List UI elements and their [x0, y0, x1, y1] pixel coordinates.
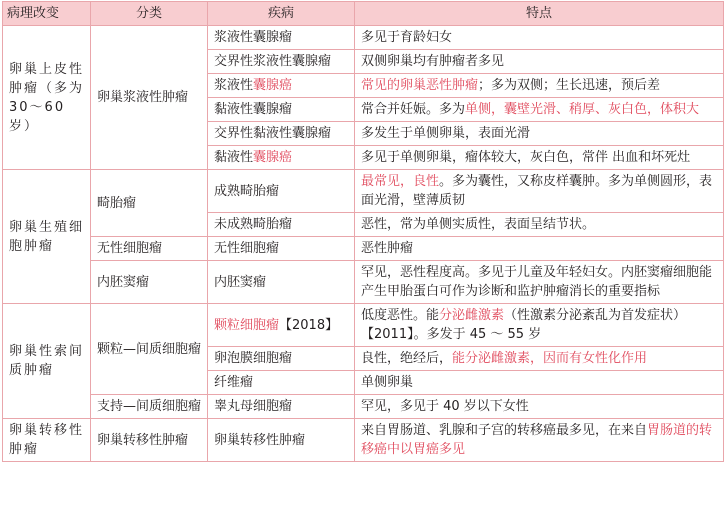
group-germ-cell: 卵巢生殖细胞肿瘤	[3, 170, 91, 304]
category-granulosa-stromal: 颗粒—间质细胞瘤	[91, 304, 208, 395]
features-text: 常合并妊娠。多为	[361, 102, 466, 117]
features-cell: 罕见，多见于 40 岁以下女性	[355, 395, 724, 419]
disease-cell: 交界性浆液性囊腺瘤	[208, 50, 355, 74]
header-row	[3, 2, 724, 26]
disease-cell: 睾丸母细胞瘤	[208, 395, 355, 419]
features-cell: 恶性肿瘤	[355, 237, 724, 261]
features-cell	[355, 304, 724, 347]
disease-cell: 无性细胞瘤	[208, 237, 355, 261]
features-cell: 多发生于单侧卵巢，表面光滑	[355, 122, 724, 146]
disease-cell: 纤维瘤	[208, 371, 355, 395]
category-teratoma: 畸胎瘤	[91, 170, 208, 237]
features-cell: 多见于单侧卵巢，瘤体较大，灰白色，常伴 出血和坏死灶	[355, 146, 724, 170]
features-highlight: 单侧，囊壁光滑、稍厚、灰白色，体积大	[465, 102, 700, 117]
features-cell	[355, 347, 724, 371]
table-row	[3, 419, 724, 462]
disease-cell: 浆液性囊腺瘤	[208, 26, 355, 50]
disease-cell: 成熟畸胎瘤	[208, 170, 355, 213]
header-features: 特点	[355, 2, 724, 26]
table-row	[3, 237, 724, 261]
table-row	[3, 170, 724, 213]
features-highlight: 最常见，良性	[361, 174, 440, 189]
features-text: 良性，绝经后，	[361, 351, 453, 366]
disease-cell: 交界性黏液性囊腺瘤	[208, 122, 355, 146]
table-row	[3, 395, 724, 419]
disease-text: 浆液性	[214, 78, 254, 93]
features-highlight: 分泌雌激素	[439, 308, 505, 323]
group-sex-cord-stromal: 卵巢性索间质肿瘤	[3, 304, 91, 419]
disease-cell: 内胚窦瘤	[208, 261, 355, 304]
features-text: 来自胃肠道、乳腺和子宫的转移癌最多见，在来自	[361, 423, 648, 438]
category-dysgerminoma: 无性细胞瘤	[91, 237, 208, 261]
disease-cell: 未成熟畸胎瘤	[208, 213, 355, 237]
table-body	[3, 26, 724, 462]
disease-text: 【2018】	[279, 317, 339, 333]
features-highlight: 能分泌雌激素，因而有女性化作用	[452, 351, 648, 366]
table-row	[3, 26, 724, 50]
category-metastatic: 卵巢转移性肿瘤	[91, 419, 208, 462]
features-text: 。多为囊性，又称皮样囊肿。多为单侧圆形，表面光滑，壁薄质韧	[361, 174, 713, 208]
features-highlight: 胃肠道的转移癌中以胃癌多见	[361, 423, 713, 457]
disease-cell: 卵巢转移性肿瘤	[208, 419, 355, 462]
features-text: 低度恶性。能	[361, 308, 440, 323]
features-cell	[355, 170, 724, 213]
category-sertoli-leydig: 支持—间质细胞瘤	[91, 395, 208, 419]
features-cell	[355, 74, 724, 98]
features-text: ；多为双侧；生长迅速，预后差	[478, 78, 661, 93]
disease-cell: 黏液性囊腺瘤	[208, 98, 355, 122]
group-epithelial-cell: 卵巢上皮性肿瘤（多为30～60岁）	[3, 26, 91, 170]
category-endodermal-sinus: 内胚窦瘤	[91, 261, 208, 304]
disease-cell	[208, 74, 355, 98]
features-cell: 双侧卵巢均有肿瘤者多见	[355, 50, 724, 74]
table-row	[3, 304, 724, 347]
disease-highlight: 囊腺癌	[253, 78, 293, 93]
header-category: 分类	[91, 2, 208, 26]
group-metastatic: 卵巢转移性肿瘤	[3, 419, 91, 462]
features-highlight: 常见的卵巢恶性肿瘤	[361, 78, 479, 93]
features-cell	[355, 419, 724, 462]
features-cell: 恶性，常为单侧实质性，表面呈结节状。	[355, 213, 724, 237]
features-cell: 罕见，恶性程度高。多见于儿童及年轻妇女。内胚窦瘤细胞能产生甲胎蛋白可作为诊断和监护肿瘤消长的重要指标	[355, 261, 724, 304]
features-cell	[355, 98, 724, 122]
table-row	[3, 261, 724, 304]
header-pathology-change: 病理改变	[3, 2, 91, 26]
table-header	[3, 2, 724, 26]
category-serous-mucinous: 卵巢浆液性肿瘤	[91, 26, 208, 170]
disease-highlight: 囊腺癌	[253, 150, 293, 165]
header-disease: 疾病	[208, 2, 355, 26]
features-cell: 单侧卵巢	[355, 371, 724, 395]
disease-cell	[208, 146, 355, 170]
ovarian-tumor-table	[2, 1, 724, 462]
disease-cell	[208, 304, 355, 347]
disease-text: 黏液性	[214, 150, 254, 165]
disease-highlight: 颗粒细胞瘤	[214, 317, 280, 333]
features-cell: 多见于育龄妇女	[355, 26, 724, 50]
features-text: （性激素分泌紊乱为首发症状）【2011】。多发于 45 ～ 55 岁	[361, 308, 687, 342]
disease-cell: 卵泡膜细胞瘤	[208, 347, 355, 371]
